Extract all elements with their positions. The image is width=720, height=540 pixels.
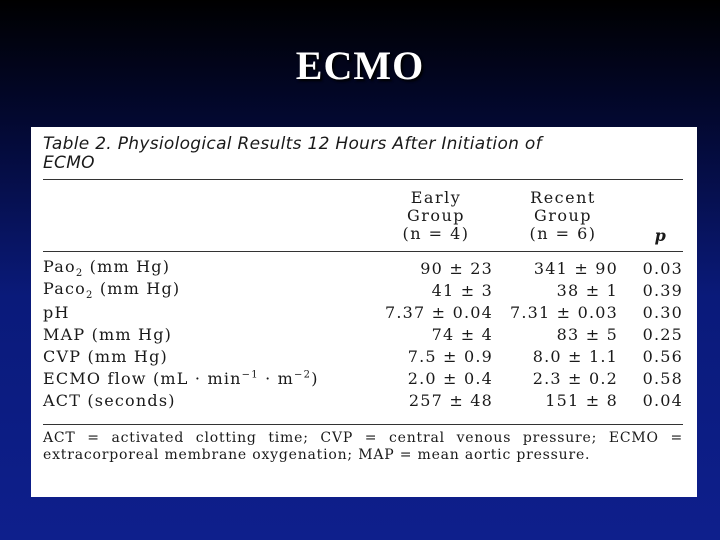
row-label: MAP (mm Hg) bbox=[43, 324, 173, 344]
row-label: pH bbox=[43, 302, 70, 322]
table-row bbox=[43, 389, 683, 411]
early-value: 7.37 ± 0.04 bbox=[384, 302, 493, 322]
recent-value: 151 ± 8 bbox=[545, 390, 618, 410]
row-label: Paco$_2$ (mm Hg) bbox=[43, 278, 181, 302]
p-value: 0.25 bbox=[642, 324, 683, 344]
table-row bbox=[43, 367, 683, 389]
recent-value: 2.3 ± 0.2 bbox=[532, 368, 618, 388]
table-row bbox=[43, 301, 683, 323]
p-value: 0.58 bbox=[642, 368, 683, 388]
p-value: 0.04 bbox=[642, 390, 683, 410]
caption-line-2: ECMO bbox=[43, 153, 95, 173]
slide-title: ECMO bbox=[295, 43, 425, 88]
header-rule bbox=[43, 251, 683, 252]
table-caption bbox=[43, 135, 683, 173]
early-value: 41 ± 3 bbox=[431, 280, 493, 300]
early-value: 74 ± 4 bbox=[431, 324, 493, 344]
top-rule bbox=[43, 179, 683, 180]
table-row bbox=[43, 323, 683, 345]
table-row bbox=[43, 257, 683, 279]
early-header-line-1: Early bbox=[410, 188, 462, 207]
early-value: 90 ± 23 bbox=[420, 258, 493, 278]
recent-header-line-3: (n = 6) bbox=[529, 224, 597, 243]
early-value: 257 ± 48 bbox=[408, 390, 493, 410]
early-header-line-2: Group bbox=[406, 206, 466, 225]
column-header-early-group bbox=[371, 189, 501, 243]
table-image bbox=[31, 127, 697, 497]
recent-value: 8.0 ± 1.1 bbox=[532, 346, 618, 366]
table-footnote: ACT = activated clotting time; CVP = central venous pressure; ECMO = extracorporeal membrane oxygenation; MAP = mean aortic pressure. bbox=[43, 430, 683, 463]
row-label: ACT (seconds) bbox=[43, 390, 176, 410]
table-row bbox=[43, 279, 683, 301]
row-label: ECMO flow $(mL \cdot \min^{-1} \cdot m^{-2})$ bbox=[43, 368, 319, 388]
p-value: 0.30 bbox=[642, 302, 683, 322]
recent-value: 7.31 ± 0.03 bbox=[509, 302, 618, 322]
recent-value: 38 ± 1 bbox=[556, 280, 618, 300]
p-value: 0.39 bbox=[642, 280, 683, 300]
recent-value: 341 ± 90 bbox=[533, 258, 618, 278]
recent-header-line-2: Group bbox=[533, 206, 593, 225]
caption-line-1: Table 2. Physiological Results 12 Hours After Initiation of bbox=[43, 134, 542, 154]
p-value: 0.03 bbox=[642, 258, 683, 278]
recent-header-line-1: Recent bbox=[530, 188, 596, 207]
early-value: 7.5 ± 0.9 bbox=[407, 346, 493, 366]
early-value: 2.0 ± 0.4 bbox=[407, 368, 493, 388]
column-header-recent-group bbox=[498, 189, 628, 243]
table-body bbox=[43, 257, 683, 411]
row-label: Pao$_2$ (mm Hg) bbox=[43, 256, 171, 280]
early-header-line-3: (n = 4) bbox=[402, 224, 470, 243]
p-value: 0.56 bbox=[642, 346, 683, 366]
bottom-rule bbox=[43, 424, 683, 425]
table-row bbox=[43, 345, 683, 367]
column-header-p: p bbox=[654, 226, 668, 245]
recent-value: 83 ± 5 bbox=[556, 324, 618, 344]
row-label: CVP (mm Hg) bbox=[43, 346, 168, 366]
